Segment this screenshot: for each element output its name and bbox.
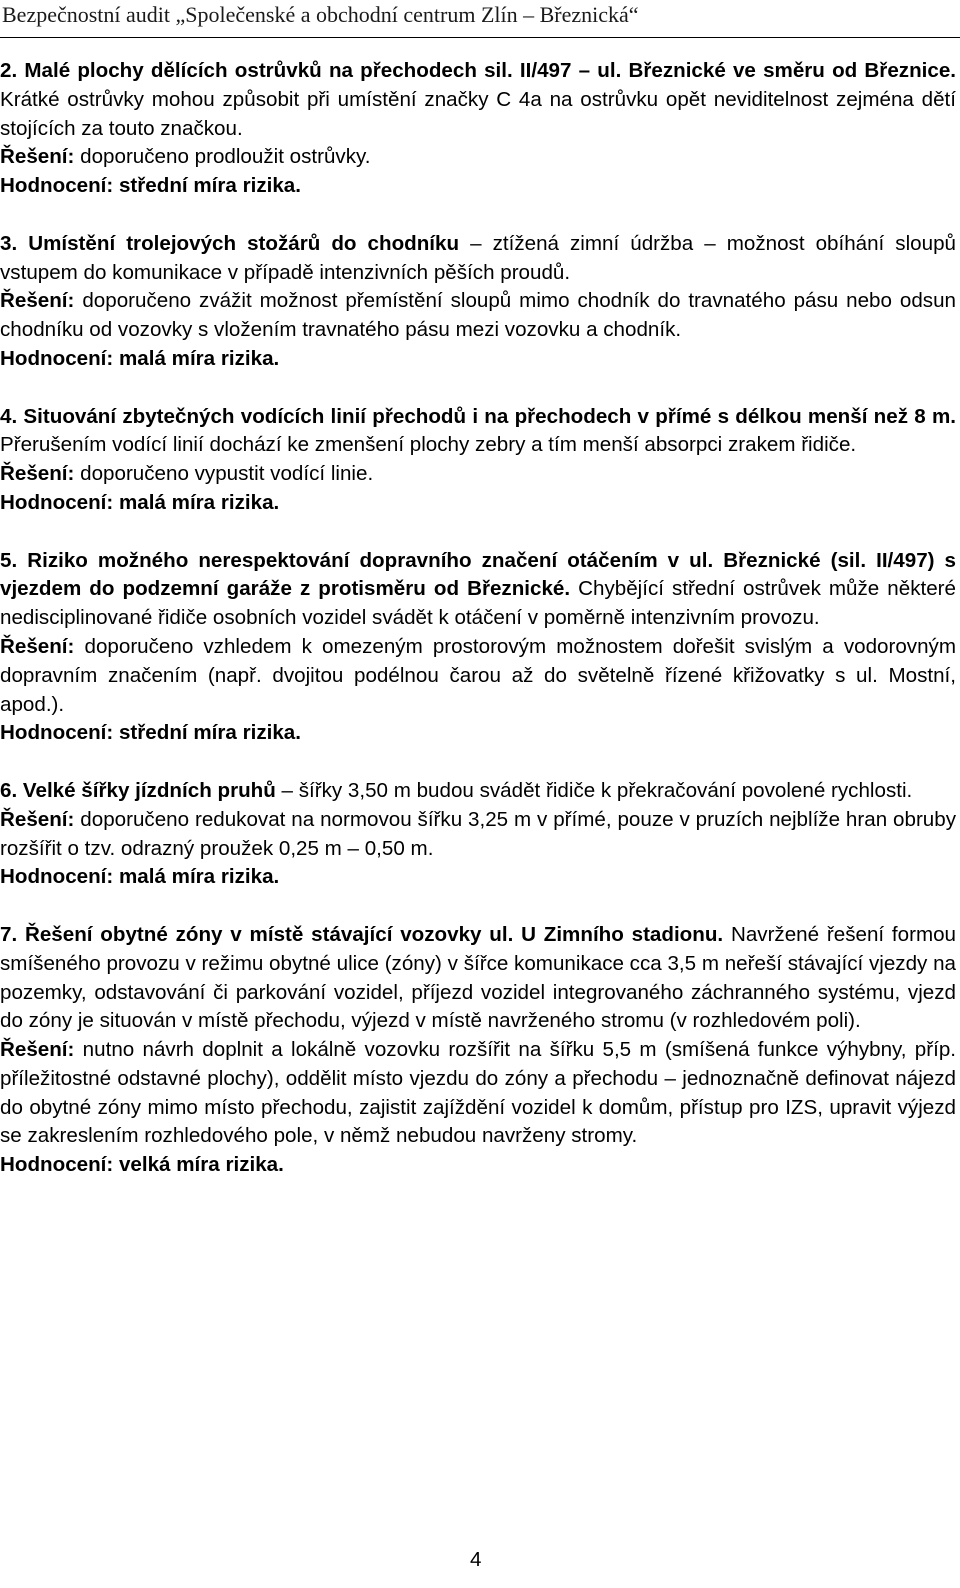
finding-description: Chybějící střední ostrůvek může některé nedisciplinované řidiče osobních vozidel svádět k otáčení v poměrně intenzivním provozu. (0, 577, 956, 630)
solution-paragraph (0, 633, 956, 719)
solution-label: Řešení: (0, 145, 75, 169)
finding-heading: 4. Situování zbytečných vodících linií přechodů i na přechodech v přímé s délkou menší než 8 m. (0, 404, 956, 428)
finding-heading: 2. Malé plochy dělících ostrůvků na přechodech sil. II/497 – ul. Březnické ve směru od Březnice. (0, 59, 956, 82)
finding-heading: 3. Umístění trolejových stožárů do chodníku (0, 231, 460, 255)
solution-paragraph (0, 287, 956, 345)
solution-paragraph (0, 1036, 956, 1151)
finding-7 (0, 921, 956, 1180)
header-title: Bezpečnostní audit „Společenské a obchodní centrum Zlín – Březnická“ (2, 2, 639, 27)
finding-heading: 5. Riziko možného nerespektování dopravního značení otáčením v ul. Březnické (sil. II/497) s vjezdem do podzemní garáže z protisměru od Březnické. (0, 548, 956, 601)
risk-rating: Hodnocení: velká míra rizika. (0, 1153, 284, 1177)
solution-label: Řešení: (0, 289, 75, 313)
solution-text: doporučeno redukovat na normovou šířku 3,25 m v přímé, pouze v pruzích nejblíže hran obruby rozšířit o tzv. odrazný proužek 0,25 m – 0,50 m. (0, 807, 956, 860)
finding-description: Krátké ostrůvky mohou způsobit při umístění značky C 4a na ostrůvku opět neviditelnost zejména dětí stojících za touto značkou. (0, 87, 956, 140)
finding-paragraph (0, 777, 956, 806)
finding-paragraph (0, 403, 956, 461)
solution-label: Řešení: (0, 634, 75, 658)
solution-label: Řešení: (0, 462, 75, 486)
finding-description: – šířky 3,50 m budou svádět řidiče k překračování povolené rychlosti. (275, 778, 913, 802)
solution-paragraph (0, 460, 956, 489)
solution-text: doporučeno zvážit možnost přemístění sloupů mimo chodník do travnatého pásu nebo odsun chodníku od vozovky s vložením travnatého pásu mezi vozovku a chodník. (0, 289, 956, 342)
solution-paragraph (0, 143, 956, 172)
finding-2 (0, 57, 956, 201)
finding-heading: 6. Velké šířky jízdních pruhů (0, 778, 276, 802)
solution-text: nutno návrh doplnit a lokálně vozovku rozšířit na šířku 5,5 m (smíšená funkce výhybny, příp. příležitostné odstavné plochy), oddělit místo vjezdu do zóny a přechodu – jednoznačně definovat nájezd do obytné zóny mimo místo přechodu, zajistit zajíždění vozidel k domům, přístup pro IZS, upravit výjezd se zakreslením rozhledového pole, v němž nebudou navrženy stromy. (0, 1038, 956, 1148)
solution-label: Řešení: (0, 807, 75, 831)
finding-3 (0, 230, 956, 374)
finding-5 (0, 547, 956, 749)
solution-text: doporučeno prodloužit ostrůvky. (74, 145, 371, 169)
risk-rating: Hodnocení: malá míra rizika. (0, 346, 280, 370)
finding-description: – ztížená zimní údržba – možnost obíhání sloupů vstupem do komunikace v případě intenzivních pěších proudů. (0, 231, 956, 284)
solution-paragraph (0, 806, 956, 864)
finding-paragraph (0, 921, 956, 1036)
document-body (0, 57, 956, 1209)
finding-6 (0, 777, 956, 892)
risk-rating: Hodnocení: malá míra rizika. (0, 490, 280, 514)
finding-description: Přerušením vodící linií dochází ke zmenšení plochy zebry a tím menší absorpci zrakem řidiče. (0, 433, 857, 457)
risk-rating: Hodnocení: střední míra rizika. (0, 721, 301, 745)
page-number: 4 (470, 1548, 482, 1571)
risk-rating: Hodnocení: malá míra rizika. (0, 865, 280, 889)
finding-paragraph (0, 230, 956, 288)
finding-paragraph (0, 547, 956, 633)
finding-paragraph (0, 57, 956, 143)
solution-text: doporučeno vzhledem k omezeným prostorovým možnostem dořešit svislým a vodorovným dopravním značením (např. dvojitou podélnou čarou až do světelně řízené křižovatky s ul. Mostní, apod.). (0, 634, 956, 716)
running-header (0, 0, 960, 38)
finding-heading: 7. Řešení obytné zóny v místě stávající vozovky ul. U Zimního stadionu. (0, 922, 724, 946)
finding-4 (0, 403, 956, 518)
solution-text: doporučeno vypustit vodící linie. (74, 462, 374, 486)
finding-description: Navržené řešení formou smíšeného provozu v režimu obytné ulice (zóny) v šířce komunikace cca 3,5 m neřeší stávající vjezdy na pozemky, odstavování či parkování vozidel, příjezd vozidel integrovaného záchranného systému, vjezd do zóny je situován v místě přechodu, výjezd v místě navrženého stromu (v rozhledovém poli). (0, 922, 957, 1033)
risk-rating: Hodnocení: střední míra rizika. (0, 174, 301, 198)
solution-label: Řešení: (0, 1038, 75, 1062)
